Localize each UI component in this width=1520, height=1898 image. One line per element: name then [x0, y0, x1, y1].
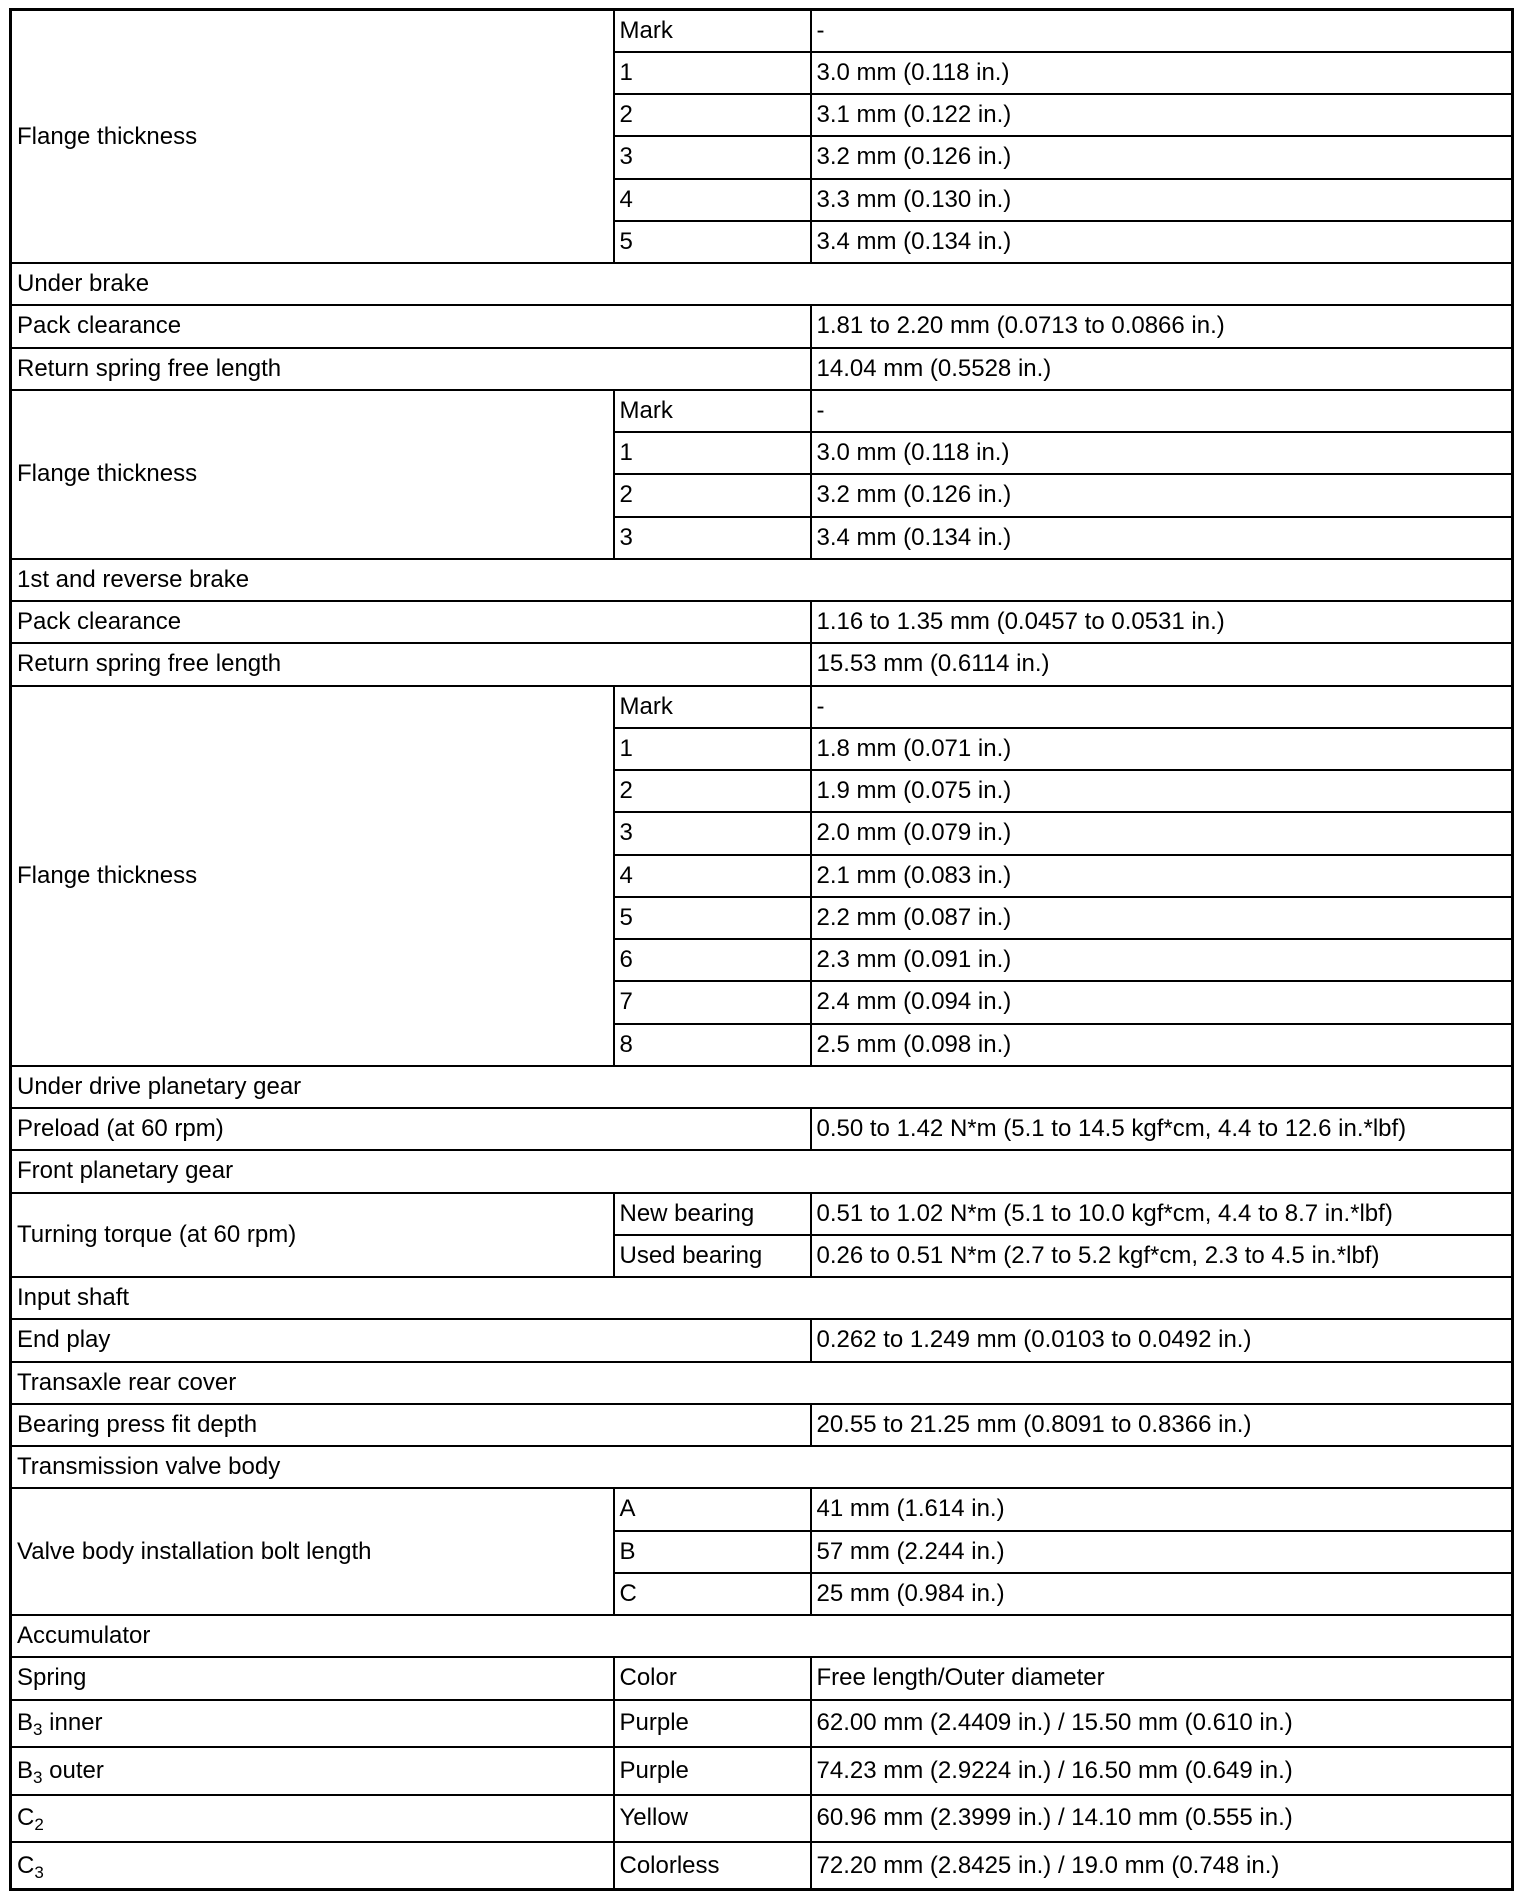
- spec-label: Preload (at 60 rpm): [11, 1108, 811, 1150]
- group-item-key: 5: [614, 221, 811, 263]
- section-title: Under drive planetary gear: [11, 1066, 1513, 1108]
- spring-color: Yellow: [614, 1795, 811, 1843]
- spring-dimensions: 74.23 mm (2.9224 in.) / 16.50 mm (0.649 in.): [811, 1747, 1513, 1795]
- spring-color: Color: [614, 1657, 811, 1699]
- spec-label: Pack clearance: [11, 305, 811, 347]
- section-header-row: [11, 1150, 1513, 1192]
- spec-value: 14.04 mm (0.5528 in.): [811, 348, 1513, 390]
- spring-dimensions: Free length/Outer diameter: [811, 1657, 1513, 1699]
- spring-name-suffix: inner: [42, 1709, 103, 1737]
- table-row: [11, 348, 1513, 390]
- spring-color: Purple: [614, 1700, 811, 1748]
- table-row: [11, 601, 1513, 643]
- spring-name-subscript: 3: [33, 1720, 43, 1740]
- group-item-value: 3.3 mm (0.130 in.): [811, 179, 1513, 221]
- group-item-key: Mark: [614, 10, 811, 52]
- group-item-key: 2: [614, 94, 811, 136]
- section-header-row: [11, 1615, 1513, 1657]
- spring-name-main: B: [17, 1756, 34, 1784]
- group-item-key: B: [614, 1531, 811, 1573]
- spec-label: Return spring free length: [11, 643, 811, 685]
- spring-dimensions: 60.96 mm (2.3999 in.) / 14.10 mm (0.555 in.): [811, 1795, 1513, 1843]
- group-item-key: 3: [614, 136, 811, 178]
- group-item-key: A: [614, 1488, 811, 1530]
- spring-name-subscript: 2: [34, 1815, 44, 1835]
- spring-dimensions: 72.20 mm (2.8425 in.) / 19.0 mm (0.748 in.): [811, 1842, 1513, 1890]
- group-item-value: 2.0 mm (0.079 in.): [811, 812, 1513, 854]
- spring-name-main: C: [17, 1804, 35, 1832]
- group-item-value: 1.9 mm (0.075 in.): [811, 770, 1513, 812]
- spec-label: Pack clearance: [11, 601, 811, 643]
- table-row: [11, 1193, 1513, 1235]
- table-row: [11, 1488, 1513, 1530]
- group-item-value: 3.2 mm (0.126 in.): [811, 136, 1513, 178]
- group-item-value: -: [811, 390, 1513, 432]
- section-title: Under brake: [11, 263, 1513, 305]
- group-item-key: 1: [614, 432, 811, 474]
- section-title: Transaxle rear cover: [11, 1362, 1513, 1404]
- section-header-row: [11, 263, 1513, 305]
- spring-name-main: B: [17, 1709, 34, 1737]
- group-item-key: 4: [614, 855, 811, 897]
- section-title: Accumulator: [11, 1615, 1513, 1657]
- group-item-value: -: [811, 10, 1513, 52]
- group-item-key: 8: [614, 1024, 811, 1066]
- group-item-key: 3: [614, 517, 811, 559]
- specification-table: [9, 8, 1514, 1891]
- group-item-key: C: [614, 1573, 811, 1615]
- spec-value: 0.50 to 1.42 N*m (5.1 to 14.5 kgf*cm, 4.4 to 12.6 in.*lbf): [811, 1108, 1513, 1150]
- group-item-key: Mark: [614, 390, 811, 432]
- group-item-value: 2.4 mm (0.094 in.): [811, 981, 1513, 1023]
- group-item-key: 1: [614, 52, 811, 94]
- table-row: [11, 1319, 1513, 1361]
- spec-value: 1.16 to 1.35 mm (0.0457 to 0.0531 in.): [811, 601, 1513, 643]
- spec-label: Return spring free length: [11, 348, 811, 390]
- table-row: [11, 1747, 1513, 1795]
- group-item-value: 41 mm (1.614 in.): [811, 1488, 1513, 1530]
- group-label: Flange thickness: [11, 10, 614, 264]
- spec-value: 20.55 to 21.25 mm (0.8091 to 0.8366 in.): [811, 1404, 1513, 1446]
- group-label: Turning torque (at 60 rpm): [11, 1193, 614, 1278]
- group-item-value: 0.26 to 0.51 N*m (2.7 to 5.2 kgf*cm, 2.3 to 4.5 in.*lbf): [811, 1235, 1513, 1277]
- spec-label: Bearing press fit depth: [11, 1404, 811, 1446]
- group-item-key: 2: [614, 474, 811, 516]
- spring-name: [11, 1747, 614, 1795]
- group-item-key: 1: [614, 728, 811, 770]
- spec-value: 1.81 to 2.20 mm (0.0713 to 0.0866 in.): [811, 305, 1513, 347]
- group-item-value: 57 mm (2.244 in.): [811, 1531, 1513, 1573]
- section-title: 1st and reverse brake: [11, 559, 1513, 601]
- group-item-value: 1.8 mm (0.071 in.): [811, 728, 1513, 770]
- spring-name-suffix: outer: [42, 1756, 104, 1784]
- group-item-value: 3.1 mm (0.122 in.): [811, 94, 1513, 136]
- group-label: Flange thickness: [11, 686, 614, 1066]
- table-row: [11, 390, 1513, 432]
- group-item-value: 2.3 mm (0.091 in.): [811, 939, 1513, 981]
- section-header-row: [11, 1446, 1513, 1488]
- table-row: [11, 1842, 1513, 1890]
- group-item-value: 0.51 to 1.02 N*m (5.1 to 10.0 kgf*cm, 4.4 to 8.7 in.*lbf): [811, 1193, 1513, 1235]
- spec-value: 0.262 to 1.249 mm (0.0103 to 0.0492 in.): [811, 1319, 1513, 1361]
- group-item-key: 7: [614, 981, 811, 1023]
- group-item-value: 2.2 mm (0.087 in.): [811, 897, 1513, 939]
- group-item-key: 6: [614, 939, 811, 981]
- group-item-value: 3.4 mm (0.134 in.): [811, 517, 1513, 559]
- spring-name-subscript: 3: [33, 1767, 43, 1787]
- group-label: Valve body installation bolt length: [11, 1488, 614, 1615]
- spring-name: [11, 1700, 614, 1748]
- table-row: [11, 643, 1513, 685]
- group-item-key: New bearing: [614, 1193, 811, 1235]
- spring-color: Purple: [614, 1747, 811, 1795]
- table-row: [11, 305, 1513, 347]
- spec-label: End play: [11, 1319, 811, 1361]
- spring-color: Colorless: [614, 1842, 811, 1890]
- group-item-key: Used bearing: [614, 1235, 811, 1277]
- group-item-value: 3.0 mm (0.118 in.): [811, 432, 1513, 474]
- group-item-value: 2.5 mm (0.098 in.): [811, 1024, 1513, 1066]
- group-item-value: 2.1 mm (0.083 in.): [811, 855, 1513, 897]
- table-row: [11, 686, 1513, 728]
- section-header-row: [11, 1362, 1513, 1404]
- group-item-value: -: [811, 686, 1513, 728]
- group-item-key: Mark: [614, 686, 811, 728]
- spring-name: [11, 1842, 614, 1890]
- section-header-row: [11, 559, 1513, 601]
- spring-dimensions: 62.00 mm (2.4409 in.) / 15.50 mm (0.610 in.): [811, 1700, 1513, 1748]
- table-row: [11, 10, 1513, 52]
- spring-name-subscript: 3: [34, 1862, 44, 1882]
- table-row: [11, 1657, 1513, 1699]
- spring-name: [11, 1657, 614, 1699]
- spec-value: 15.53 mm (0.6114 in.): [811, 643, 1513, 685]
- specification-table-body: [11, 10, 1513, 1890]
- group-label: Flange thickness: [11, 390, 614, 559]
- group-item-value: 3.2 mm (0.126 in.): [811, 474, 1513, 516]
- group-item-value: 3.4 mm (0.134 in.): [811, 221, 1513, 263]
- spring-name-main: Spring: [17, 1664, 87, 1692]
- section-header-row: [11, 1066, 1513, 1108]
- section-title: Transmission valve body: [11, 1446, 1513, 1488]
- table-row: [11, 1700, 1513, 1748]
- section-title: Front planetary gear: [11, 1150, 1513, 1192]
- spring-name: [11, 1795, 614, 1843]
- spring-name-main: C: [17, 1851, 35, 1879]
- section-header-row: [11, 1277, 1513, 1319]
- group-item-key: 2: [614, 770, 811, 812]
- table-row: [11, 1404, 1513, 1446]
- group-item-key: 3: [614, 812, 811, 854]
- table-row: [11, 1795, 1513, 1843]
- section-title: Input shaft: [11, 1277, 1513, 1319]
- group-item-value: 3.0 mm (0.118 in.): [811, 52, 1513, 94]
- group-item-key: 4: [614, 179, 811, 221]
- group-item-key: 5: [614, 897, 811, 939]
- table-row: [11, 1108, 1513, 1150]
- group-item-value: 25 mm (0.984 in.): [811, 1573, 1513, 1615]
